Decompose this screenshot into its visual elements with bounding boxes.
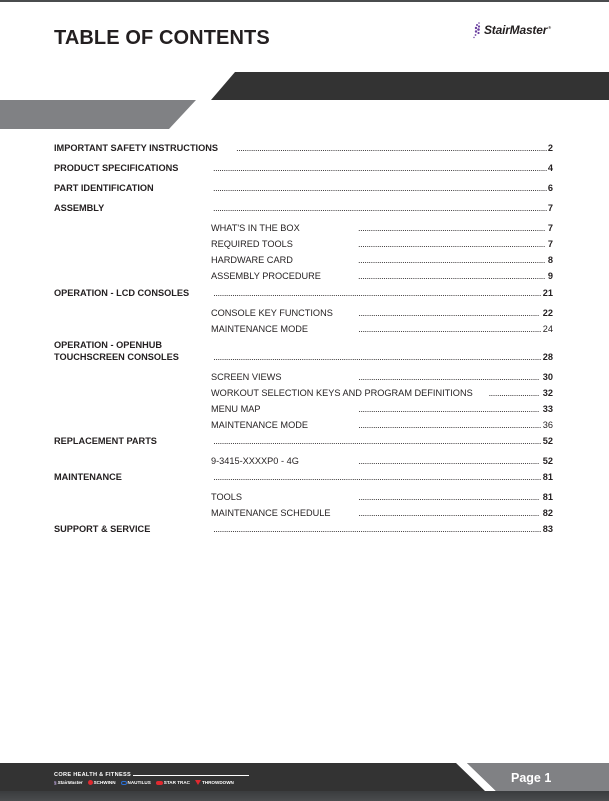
toc-label: HARDWARE CARD <box>211 255 293 265</box>
dot-leader <box>489 386 539 400</box>
toc-subentry-console-key-functions[interactable] <box>0 306 609 320</box>
dot-leader <box>213 350 541 364</box>
toc-entry-specifications[interactable] <box>0 161 609 175</box>
brand-rule <box>133 775 249 776</box>
header-banner <box>0 70 609 132</box>
toc-page: 52 <box>542 436 553 446</box>
dot-leader <box>358 221 545 235</box>
logo-wordmark: StairMaster® <box>484 23 551 37</box>
toc-label: CONSOLE KEY FUNCTIONS <box>211 308 333 318</box>
toc-page: 2 <box>547 143 553 153</box>
toc-page: 7 <box>547 203 553 213</box>
brand-schwinn: SCHWINN <box>88 780 116 785</box>
brand-star-trac: STAR TRAC <box>156 780 190 785</box>
page-number: Page 1 <box>511 771 552 785</box>
toc-subentry-screen-views[interactable] <box>0 370 609 384</box>
toc-label: MAINTENANCE <box>54 472 122 482</box>
toc-label: PART IDENTIFICATION <box>54 183 154 193</box>
toc-label: TOOLS <box>211 492 242 502</box>
footer-bottom-strip <box>0 791 609 801</box>
toc-page: 9 <box>547 271 553 281</box>
toc-page: 83 <box>542 524 553 534</box>
toc-label: MENU MAP <box>211 404 261 414</box>
toc-page: 21 <box>542 288 553 298</box>
toc-label: MAINTENANCE MODE <box>211 324 308 334</box>
toc-page: 81 <box>542 472 553 482</box>
toc-page: 7 <box>547 239 553 249</box>
dot-leader <box>358 490 539 504</box>
dot-leader <box>358 322 541 336</box>
toc-subentry-tools[interactable] <box>0 490 609 504</box>
toc-page: 24 <box>542 324 553 334</box>
toc-label: REQUIRED TOOLS <box>211 239 293 249</box>
toc-entry-part-identification[interactable] <box>0 181 609 195</box>
toc-page: 33 <box>542 404 553 414</box>
toc-entry-operation-lcd[interactable] <box>0 286 609 300</box>
dot-leader <box>213 470 541 484</box>
toc-entry-replacement-parts[interactable] <box>0 434 609 448</box>
toc-label-line2: TOUCHSCREEN CONSOLES <box>54 352 179 362</box>
toc-subentry-required-tools[interactable] <box>0 237 609 251</box>
toc-entry-assembly[interactable] <box>0 201 609 215</box>
company-name: CORE HEALTH & FITNESS <box>54 772 249 778</box>
toc-subentry-maintenance-mode-lcd[interactable] <box>0 322 609 336</box>
toc-page: 32 <box>542 388 553 398</box>
toc-page: 22 <box>542 308 553 318</box>
brand-stairmaster: § StairMaster <box>54 780 83 785</box>
star-trac-icon <box>156 781 163 785</box>
dot-leader <box>213 181 547 195</box>
toc-label: SCREEN VIEWS <box>211 372 282 382</box>
dot-leader <box>213 434 541 448</box>
dot-leader <box>358 370 539 384</box>
toc-subentry-menu-map[interactable] <box>0 402 609 416</box>
toc-label: MAINTENANCE SCHEDULE <box>211 508 331 518</box>
toc-entry-safety[interactable] <box>0 141 609 155</box>
dot-leader <box>358 237 545 251</box>
page-title: TABLE OF CONTENTS <box>54 27 270 49</box>
toc-page: 8 <box>547 255 553 265</box>
toc-page: 6 <box>547 183 553 193</box>
dot-leader <box>213 522 541 536</box>
toc-entry-maintenance[interactable] <box>0 470 609 484</box>
dot-leader <box>236 141 547 155</box>
stairmaster-dots-icon <box>472 21 482 39</box>
toc-page: 4 <box>547 163 553 173</box>
toc-label: OPERATION - LCD CONSOLES <box>54 288 190 298</box>
brand-block <box>54 772 249 785</box>
dot-leader <box>213 201 547 215</box>
dot-leader <box>213 161 547 175</box>
toc-page: 52 <box>542 456 553 466</box>
toc-label: WORKOUT SELECTION KEYS AND PROGRAM DEFINITIONS <box>211 388 473 398</box>
toc-label: OPERATION - OPENHUB <box>54 340 163 350</box>
brand-nautilus: NAUTILUS <box>121 780 151 785</box>
toc-page: 81 <box>542 492 553 502</box>
toc-label: IMPORTANT SAFETY INSTRUCTIONS <box>54 143 219 153</box>
toc-entry-support-service[interactable] <box>0 522 609 536</box>
toc-subentry-maintenance-mode-openhub[interactable] <box>0 418 609 432</box>
dot-leader <box>358 454 539 468</box>
nautilus-icon <box>121 781 127 785</box>
toc-page: 7 <box>547 223 553 233</box>
toc-subentry-whats-in-the-box[interactable] <box>0 221 609 235</box>
toc-page: 36 <box>542 420 553 430</box>
toc-label: 9-3415-XXXXP0 - 4G <box>211 456 299 466</box>
toc-label: MAINTENANCE MODE <box>211 420 308 430</box>
gray-band <box>0 100 196 129</box>
toc-label: PRODUCT SPECIFICATIONS <box>54 163 179 173</box>
toc-subentry-maintenance-schedule[interactable] <box>0 506 609 520</box>
toc-label: REPLACEMENT PARTS <box>54 436 157 446</box>
brand-logos <box>54 780 249 785</box>
toc-subentry-workout-selection-keys[interactable] <box>0 386 609 400</box>
toc-label: WHAT'S IN THE BOX <box>211 223 300 233</box>
dot-leader <box>358 253 545 267</box>
toc-page: 28 <box>542 352 553 362</box>
dark-band <box>211 72 609 100</box>
brand-throwdown: THROWDOWN <box>195 780 234 785</box>
dot-leader <box>213 286 541 300</box>
toc-label: SUPPORT & SERVICE <box>54 524 151 534</box>
dot-leader <box>358 418 541 432</box>
dot-leader <box>358 269 545 283</box>
toc-label: ASSEMBLY <box>54 203 105 213</box>
toc-subentry-assembly-procedure[interactable] <box>0 269 609 283</box>
dot-leader <box>358 306 539 320</box>
throwdown-icon <box>195 780 201 785</box>
dot-leader <box>358 506 539 520</box>
schwinn-icon <box>88 780 93 785</box>
toc-page: 30 <box>542 372 553 382</box>
toc-entry-operation-openhub[interactable] <box>0 350 609 364</box>
top-rule <box>0 0 609 2</box>
toc-label: ASSEMBLY PROCEDURE <box>211 271 321 281</box>
toc-subentry-part-number[interactable] <box>0 454 609 468</box>
toc-subentry-hardware-card[interactable] <box>0 253 609 267</box>
dot-leader <box>358 402 539 416</box>
toc-page: 82 <box>542 508 553 518</box>
stairmaster-logo <box>472 21 551 39</box>
